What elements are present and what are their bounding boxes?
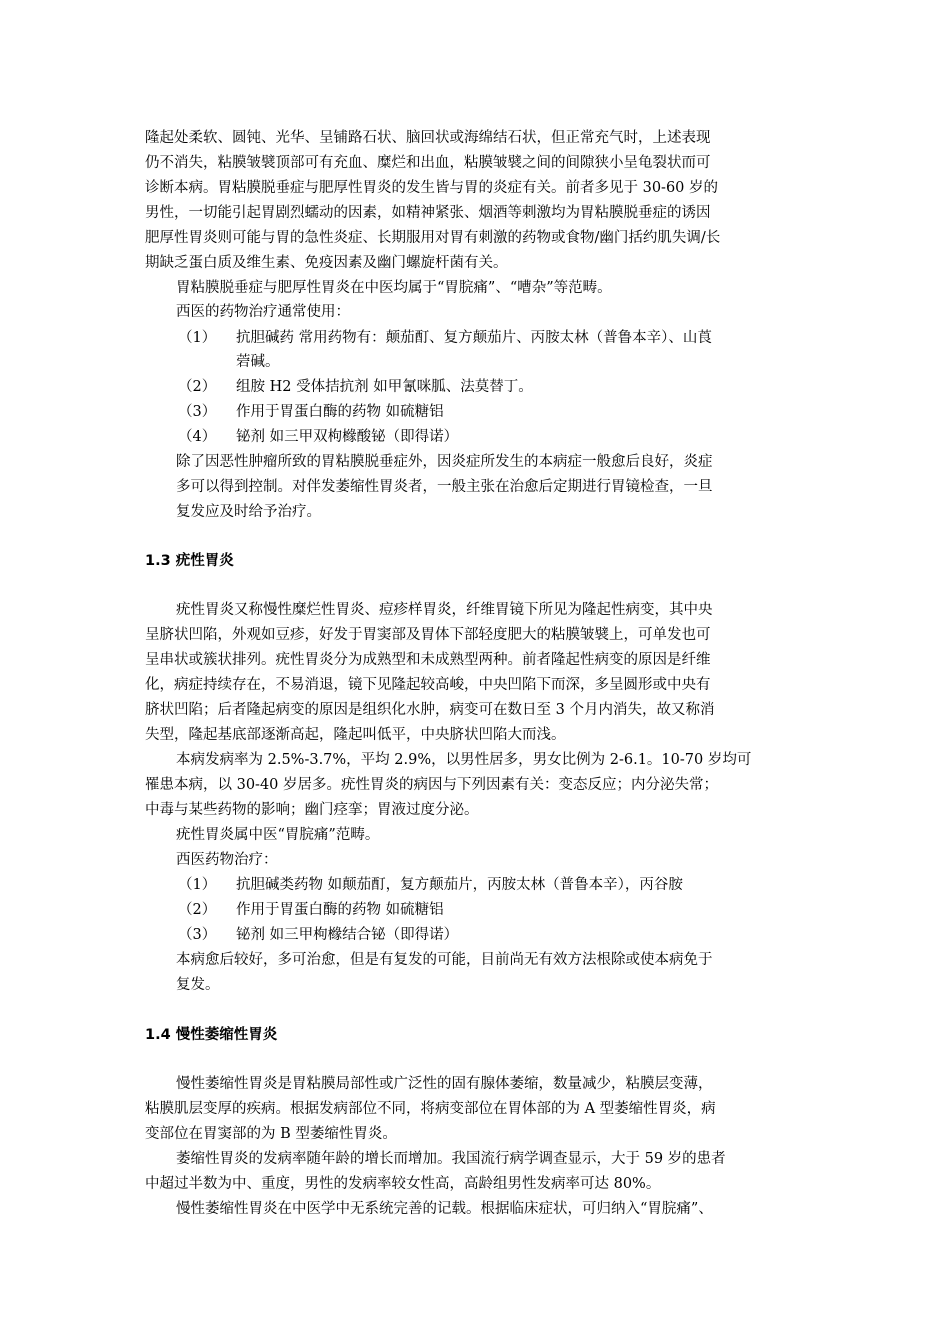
text-line: 慢性萎缩性胃炎是胃粘膜局部性或广泛性的固有腺体萎缩，数量减少，粘膜层变薄， bbox=[176, 1076, 713, 1092]
text-line: 西医药物治疗： bbox=[176, 852, 278, 868]
text-line: 慢性萎缩性胃炎在中医学中无系统完善的记载。根据临床症状，可归纳入“胃脘痛”、 bbox=[176, 1201, 713, 1217]
text-line: 本病愈后较好，多可治愈，但是有复发的可能，目前尚无有效方法根除或使本病免于 bbox=[176, 952, 713, 968]
text-line: 变部位在胃窦部的为 B 型萎缩性胃炎。 bbox=[145, 1126, 397, 1142]
text-line: 化，病症持续存在，不易消退，镜下见隆起较高峻，中央凹陷下而深，多呈圆形或中央有 bbox=[145, 677, 711, 693]
text-line: 多可以得到控制。对伴发萎缩性胃炎者，一般主张在治愈后定期进行胃镜检查，一旦 bbox=[176, 479, 713, 495]
list-number: （3） bbox=[178, 404, 217, 420]
text-line: 复发应及时给予治疗。 bbox=[176, 504, 321, 520]
text-line: 罹患本病，以 30-40 岁居多。疣性胃炎的病因与下列因素有关：变态反应；内分泌失常； bbox=[145, 777, 719, 793]
text-line: 肥厚性胃炎则可能与胃的急性炎症、长期服用对胃有刺激的药物或食物/幽门括约肌失调/长 bbox=[145, 230, 721, 246]
text-line: 诊断本病。胃粘膜脱垂症与肥厚性胃炎的发生皆与胃的炎症有关。前者多见于 30-60 岁的 bbox=[145, 180, 719, 196]
list-number: （1） bbox=[178, 877, 217, 893]
text-line: 隆起处柔软、圆钝、光华、呈铺路石状、脑回状或海绵结石状，但正常充气时，上述表现 bbox=[145, 130, 711, 146]
list-item-text: 铋剂 如三甲枸橼结合铋（即得诺） bbox=[236, 927, 459, 943]
text-line: 呈脐状凹陷，外观如豆疹，好发于胃窦部及胃体下部轻度肥大的粘膜皱襞上，可单发也可 bbox=[145, 627, 711, 643]
text-line: 萎缩性胃炎的发病率随年龄的增长而增加。我国流行病学调查显示，大于 59 岁的患者 bbox=[176, 1151, 726, 1167]
list-item-text: 作用于胃蛋白酶的药物 如硫糖铝 bbox=[236, 404, 444, 420]
text-line: 失型，隆起基底部逐渐高起，隆起叫低平，中央脐状凹陷大而浅。 bbox=[145, 727, 566, 743]
text-line: 期缺乏蛋白质及维生素、免疫因素及幽门螺旋杆菌有关。 bbox=[145, 255, 508, 271]
list-number: （4） bbox=[178, 429, 217, 445]
list-item-text: 菪碱。 bbox=[236, 354, 280, 370]
text-line: 复发。 bbox=[176, 977, 220, 993]
list-number: （1） bbox=[178, 330, 217, 346]
list-item-text: 抗胆碱药 常用药物有：颠茄酊、复方颠茄片、丙胺太林（普鲁本辛）、山莨 bbox=[236, 330, 712, 346]
section-heading: 1.4 慢性萎缩性胃炎 bbox=[145, 1027, 278, 1043]
list-number: （2） bbox=[178, 902, 217, 918]
section-heading: 1.3 疣性胃炎 bbox=[145, 553, 234, 569]
text-line: 中超过半数为中、重度，男性的发病率较女性高，高龄组男性发病率可达 80%。 bbox=[145, 1176, 661, 1192]
text-line: 男性，一切能引起胃剧烈蠕动的因素，如精神紧张、烟酒等刺激均为胃粘膜脱垂症的诱因 bbox=[145, 205, 711, 221]
text-line: 仍不消失，粘膜皱襞顶部可有充血、糜烂和出血，粘膜皱襞之间的间隙狭小呈龟裂状而可 bbox=[145, 155, 711, 171]
text-line: 胃粘膜脱垂症与肥厚性胃炎在中医均属于“胃脘痛”、“嘈杂”等范畴。 bbox=[176, 280, 612, 296]
list-item-text: 铋剂 如三甲双枸橼酸铋（即得诺） bbox=[236, 429, 459, 445]
text-line: 呈串状或簇状排列。疣性胃炎分为成熟型和未成熟型两种。前者隆起性病变的原因是纤维 bbox=[145, 652, 711, 668]
list-item-text: 抗胆碱类药物 如颠茄酊，复方颠茄片，丙胺太林（普鲁本辛），丙谷胺 bbox=[236, 877, 683, 893]
text-line: 脐状凹陷；后者隆起病变的原因是组织化水肿，病变可在数日至 3 个月内消失，故又称消 bbox=[145, 702, 715, 718]
text-line: 疣性胃炎又称慢性糜烂性胃炎、痘疹样胃炎，纤维胃镜下所见为隆起性病变，其中央 bbox=[176, 602, 713, 618]
text-line: 除了因恶性肿瘤所致的胃粘膜脱垂症外，因炎症所发生的本病症一般愈后良好，炎症 bbox=[176, 454, 713, 470]
list-number: （3） bbox=[178, 927, 217, 943]
list-item-text: 作用于胃蛋白酶的药物 如硫糖铝 bbox=[236, 902, 444, 918]
text-line: 疣性胃炎属中医“胃脘痛”范畴。 bbox=[176, 827, 380, 843]
list-number: （2） bbox=[178, 379, 217, 395]
list-item-text: 组胺 H2 受体拮抗剂 如甲氰咪胍、法莫替丁。 bbox=[236, 379, 533, 395]
text-line: 本病发病率为 2.5%-3.7%，平均 2.9%，以男性居多，男女比例为 2-6.1。10-70 岁均可 bbox=[176, 752, 752, 768]
text-line: 西医的药物治疗通常使用： bbox=[176, 304, 350, 320]
text-line: 粘膜肌层变厚的疾病。根据发病部位不同，将病变部位在胃体部的为 A 型萎缩性胃炎，病 bbox=[145, 1101, 716, 1117]
text-line: 中毒与某些药物的影响；幽门痉挛；胃液过度分泌。 bbox=[145, 802, 479, 818]
